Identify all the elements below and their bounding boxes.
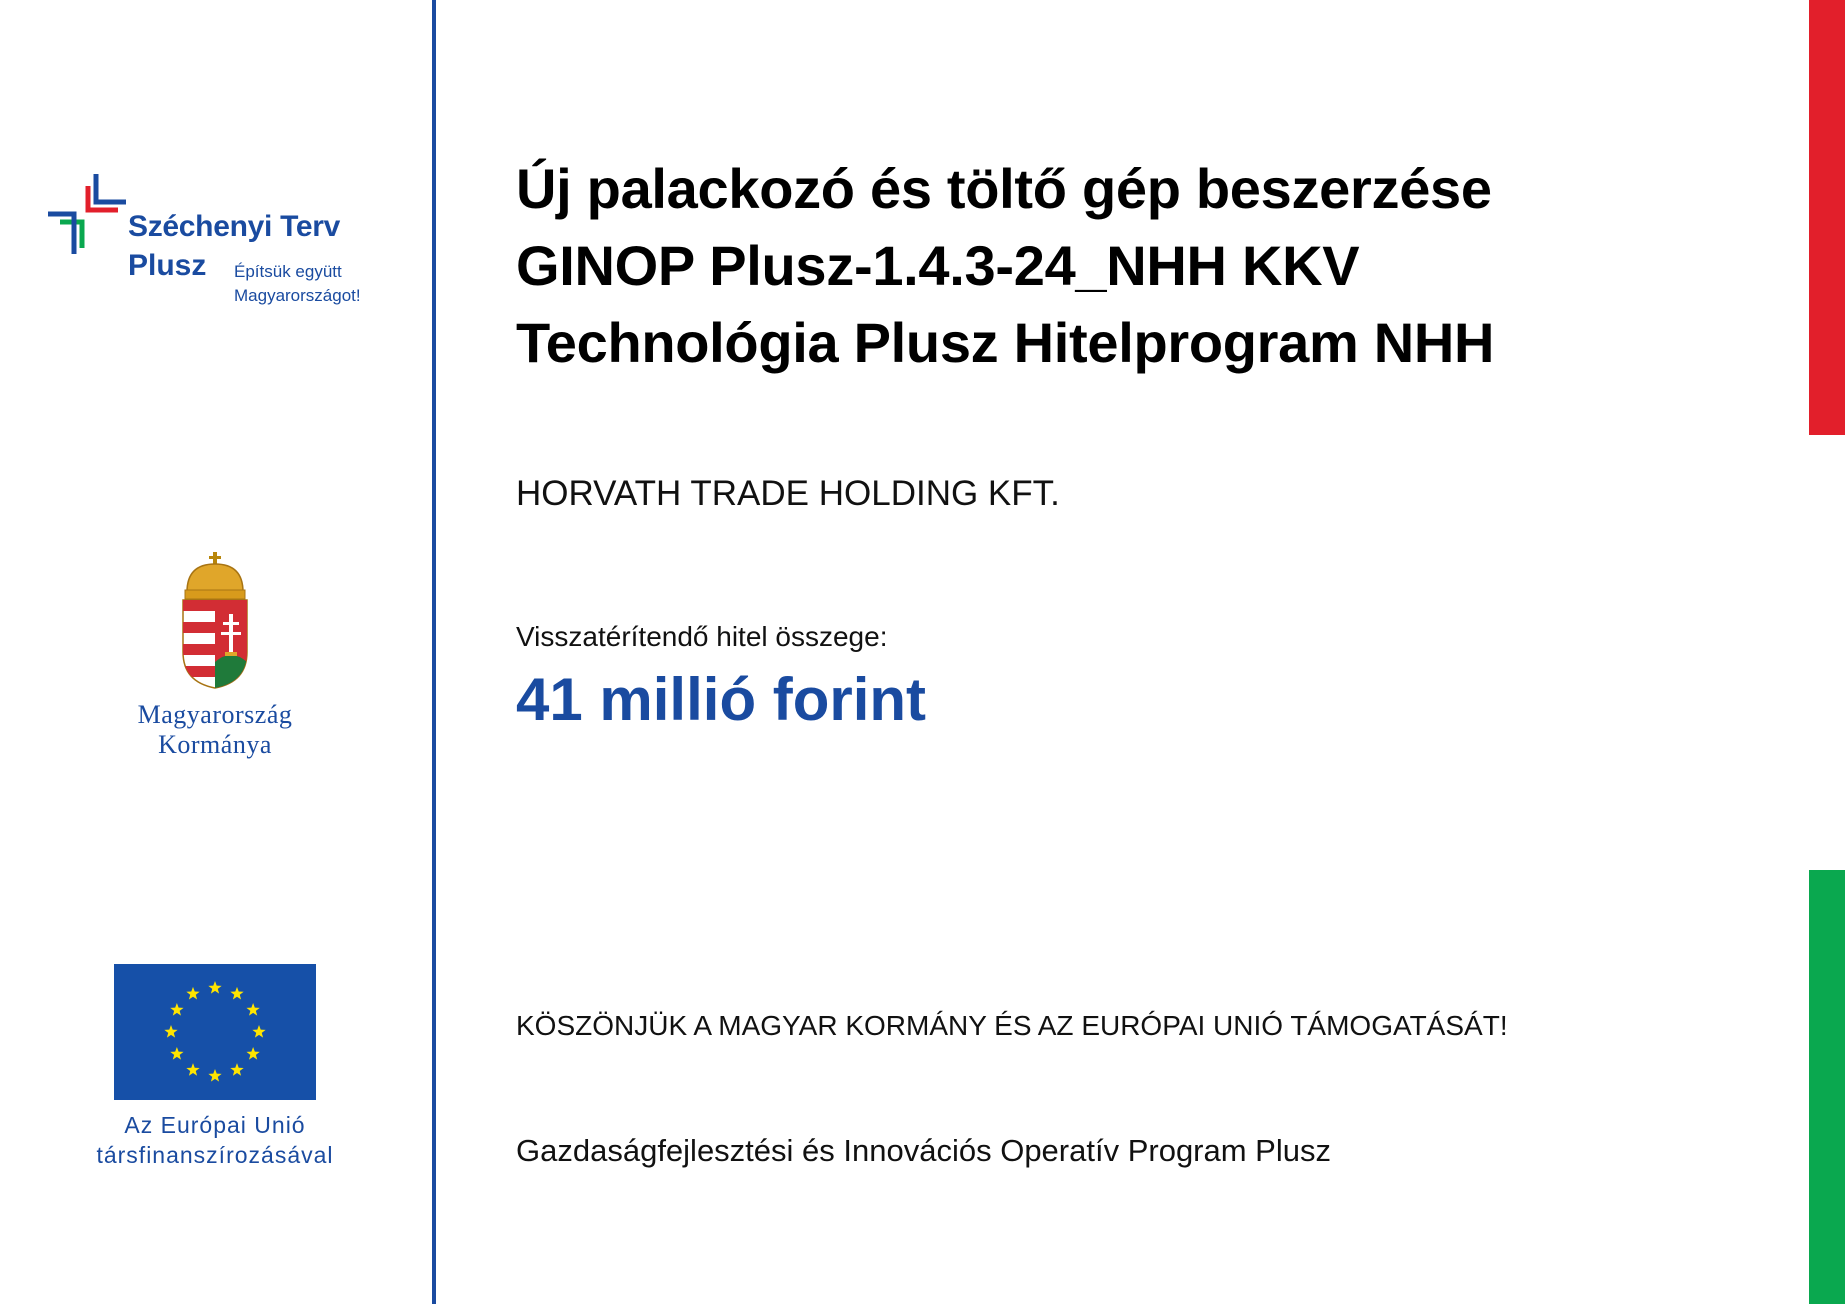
coat-of-arms-icon (175, 552, 255, 692)
logo-panel (0, 0, 432, 1304)
szechenyi-terv-logo (48, 172, 388, 312)
szechenyi-title: Széchenyi Terv (128, 210, 341, 243)
loan-amount: 41 millió forint (516, 666, 927, 733)
szechenyi-plusz: Plusz (128, 249, 207, 282)
szechenyi-cross-icon (48, 172, 132, 256)
project-title-line3: Technológia Plusz Hitelprogram NHH (516, 311, 1495, 374)
eu-caption-line2: társfinanszírozásával (96, 1142, 334, 1168)
flag-stripe-green (1809, 870, 1845, 1304)
eu-flag-icon (114, 964, 316, 1100)
szechenyi-slogan-line2: Magyarországot! (234, 286, 361, 305)
szechenyi-slogan-line1: Építsük együtt (234, 262, 342, 281)
project-title-line2: GINOP Plusz-1.4.3-24_NHH KKV (516, 234, 1360, 297)
loan-label: Visszatérítendő hitel összege: (516, 621, 888, 652)
vertical-divider (432, 0, 436, 1304)
government-name-line1: Magyarország (137, 700, 293, 729)
program-name: Gazdaságfejlesztési és Innovációs Operatív Program Plusz (516, 1133, 1331, 1168)
project-title-line1: Új palackozó és töltő gép beszerzése (516, 157, 1492, 220)
eu-caption-line1: Az Európai Unió (124, 1112, 306, 1138)
beneficiary-name: HORVATH TRADE HOLDING KFT. (516, 474, 1060, 513)
eu-logo (60, 964, 370, 1174)
government-logo (90, 552, 340, 762)
government-name-line2: Kormánya (158, 730, 272, 759)
thanks-text: KÖSZÖNJÜK A MAGYAR KORMÁNY ÉS AZ EURÓPAI UNIÓ TÁMOGATÁSÁT! (516, 1010, 1508, 1041)
flag-stripe-red (1809, 0, 1845, 435)
project-title (516, 150, 1766, 381)
project-title-block (516, 150, 1766, 381)
